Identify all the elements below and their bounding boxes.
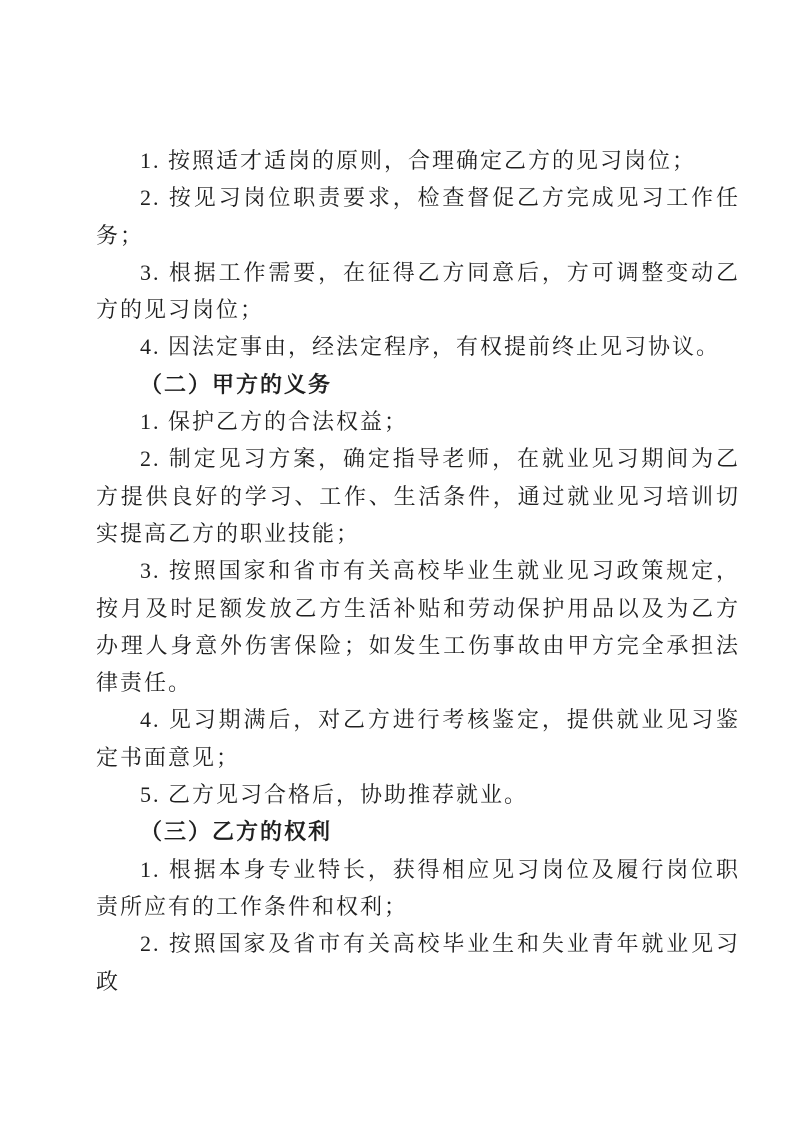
clause-paragraph-truncated: 2. 按照国家及省市有关高校毕业生和失业青年就业见习政: [96, 931, 740, 994]
clause-paragraph: 2. 制定见习方案，确定指导老师，在就业见习期间为乙方提供良好的学习、工作、生活条件，通过就业见习培训切实提高乙方的职业技能；: [96, 446, 740, 546]
contract-text-block: [96, 142, 740, 1000]
clause-paragraph: 3. 根据工作需要，在征得乙方同意后，方可调整变动乙方的见习岗位；: [96, 259, 740, 323]
clause-paragraph: 3. 按照国家和省市有关高校毕业生就业见习政策规定，按月及时足额发放乙方生活补贴和劳动保护用品以及为乙方办理人身意外伤害保险；如发生工伤事故由甲方完全承担法律责任。: [96, 558, 740, 696]
clause-paragraph: 1. 根据本身专业特长，获得相应见习岗位及履行岗位职责所应有的工作条件和权利；: [96, 856, 740, 919]
clause-paragraph: 4. 见习期满后，对乙方进行考核鉴定，提供就业见习鉴定书面意见；: [96, 707, 740, 770]
section-heading-party-a-obligations: （二）甲方的义务: [140, 371, 333, 397]
section-heading-party-b-rights: （三）乙方的权利: [140, 819, 333, 845]
clause-paragraph: 2. 按见习岗位职责要求，检查督促乙方完成见习工作任务；: [96, 185, 740, 248]
clause-paragraph: 1. 保护乙方的合法权益；: [140, 409, 409, 435]
clause-paragraph: 4. 因法定事由，经法定程序，有权提前终止见习协议。: [140, 334, 721, 360]
clause-paragraph: 5. 乙方见习合格后，协助推荐就业。: [140, 782, 529, 808]
clause-paragraph: 1. 按照适才适岗的原则，合理确定乙方的见习岗位；: [140, 148, 697, 173]
